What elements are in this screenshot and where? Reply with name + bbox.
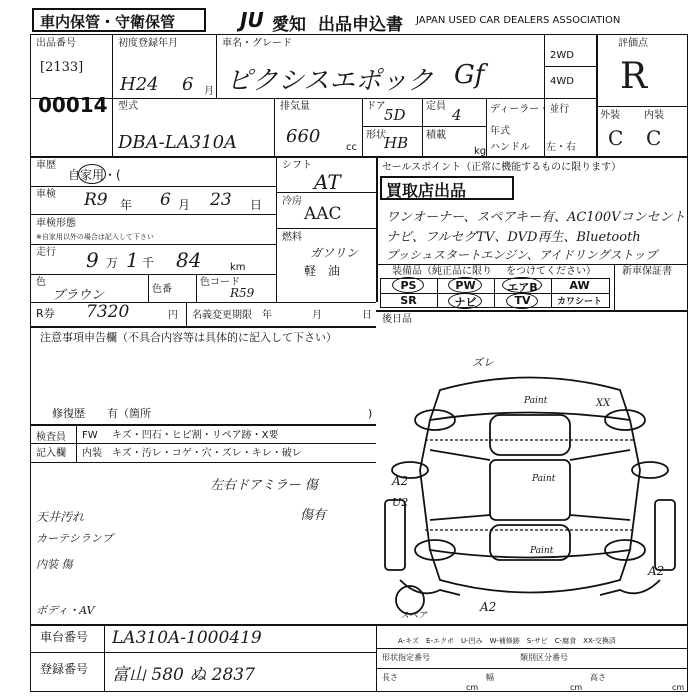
inspector-label: 検査員 xyxy=(36,432,66,443)
diag-a2-bottom: A2 xyxy=(480,600,497,614)
kg-unit: kg xyxy=(474,146,487,157)
brand-name: 愛知 xyxy=(272,15,306,35)
interior-damage-opts: キズ・汚レ・コゲ・穴・ズレ・キレ・破レ xyxy=(112,448,302,459)
year-model-label: 年式 xyxy=(490,126,510,137)
cm-unit-2: cm xyxy=(570,683,583,692)
type-label: 型式 xyxy=(118,101,138,112)
mileage-man-unit: 万 xyxy=(106,256,119,270)
yen-unit: 円 xyxy=(168,310,178,321)
eq-tv-circle xyxy=(506,293,538,309)
color-label: 色 xyxy=(36,277,46,288)
length-label: 長さ xyxy=(382,673,398,682)
doors-label: ドア xyxy=(366,101,386,112)
eq-pw: PW xyxy=(455,279,476,292)
mileage-rest: 84 xyxy=(176,248,202,272)
storage-stamp: 車内保管・守衛保管 xyxy=(40,13,176,31)
lot-small: [2133] xyxy=(40,60,84,75)
note-4: カーテシランプ xyxy=(36,532,113,545)
mileage-sen-unit: 千 xyxy=(142,256,155,270)
inspection-day-unit: 日 xyxy=(250,198,263,212)
inspection-note: ※自家用以外の場合は記入して下さい xyxy=(36,233,154,241)
cooling-value: AAC xyxy=(304,204,342,224)
reg-month: 6 xyxy=(182,74,194,95)
first-reg-label: 初度登録年月 xyxy=(118,38,178,49)
shift-value: AT xyxy=(314,170,341,194)
color-code-label: 色コード xyxy=(200,277,240,288)
repair-history-label: 修復歴 有（箇所 xyxy=(52,407,151,420)
lot-number: 00014 xyxy=(38,93,108,117)
2wd-label: 2WD xyxy=(550,50,574,61)
history-label: 車歴 xyxy=(36,160,56,171)
height-label: 高さ xyxy=(590,673,606,682)
r-ken-label: R券 xyxy=(36,307,55,320)
inspection-day: 23 xyxy=(210,190,232,210)
mileage-sen: 1 xyxy=(126,248,139,272)
damage-legend: A-キズ E-エクボ U-凹み W-補修跡 S-サビ C-腐食 XX-交換済 xyxy=(398,637,616,645)
eq-ps: PS xyxy=(400,279,417,292)
reg-year: H24 xyxy=(120,74,159,95)
equipment-label-2: をつけてください） xyxy=(506,266,596,277)
eq-navi-circle xyxy=(448,293,482,309)
width-label: 幅 xyxy=(486,673,494,682)
eq-ps-circle xyxy=(392,277,424,293)
mileage-label: 走行 xyxy=(36,247,56,258)
note-1: 左右ドアミラー 傷 xyxy=(210,478,318,493)
note-6: ボディ・AV xyxy=(36,604,95,617)
exterior-damage-opts: キズ・凹石・ヒビ割・リペア跡・X要 xyxy=(112,430,279,441)
cooling-label: 冷房 xyxy=(282,196,302,207)
inspection-year-unit: 年 xyxy=(120,198,133,212)
interior-label: 内装 xyxy=(644,110,664,121)
category-no-label: 類別区分番号 xyxy=(520,653,568,662)
inspection-year: R9 xyxy=(84,190,108,210)
repair-close: ) xyxy=(368,407,373,420)
km-unit: km xyxy=(230,262,246,273)
shift-label: シフト xyxy=(282,160,312,171)
rating-label: 評価点 xyxy=(618,38,648,49)
note-3: 傷有 xyxy=(300,508,327,523)
diag-paint-2: Paint xyxy=(532,474,556,484)
eq-sr: SR xyxy=(400,294,417,307)
capacity-value: 4 xyxy=(452,106,462,124)
exterior-label: 外装 xyxy=(600,110,620,121)
diag-paint-3: Paint xyxy=(530,546,554,556)
reg-no-label: 登録番号 xyxy=(40,662,89,676)
size-format-label: 形状指定番号 xyxy=(382,653,430,662)
interior-label-2: 内装 xyxy=(82,448,102,459)
load-label: 積載 xyxy=(426,130,446,141)
model-name-label: 車名・グレード xyxy=(222,38,292,49)
diesel-label: 軽 油 xyxy=(304,264,341,278)
fw-label: FW xyxy=(82,430,98,441)
4wd-label: 4WD xyxy=(550,76,574,87)
diag-a2-left: A2 xyxy=(392,474,409,488)
sales-line-2: ナビ、フルセグTV、DVD再生、Bluetooth xyxy=(386,230,641,245)
diag-zure: ズレ xyxy=(472,356,494,369)
mileage-man: 9 xyxy=(86,248,99,272)
chassis-no-value: LA310A-1000419 xyxy=(112,628,262,648)
cc-unit: cc xyxy=(346,142,357,153)
inspection-form-label: 車検形態 xyxy=(36,218,76,229)
grade: Gf xyxy=(454,60,485,90)
eq-ac: エアB xyxy=(507,281,538,294)
inspection-label: 車検 xyxy=(36,189,56,200)
sales-points-label: セールスポイント（正常に機能するものに限ります） xyxy=(382,162,622,173)
eq-pw-circle xyxy=(448,277,482,293)
reg-month-unit: 月 xyxy=(204,86,214,97)
ju-logo: JU xyxy=(240,8,264,32)
private-use-circle xyxy=(78,164,106,184)
chassis-no-label: 車台番号 xyxy=(40,630,89,644)
displacement-label: 排気量 xyxy=(280,101,310,112)
eq-tv: TV xyxy=(514,294,531,307)
eq-navi: ナビ xyxy=(454,296,477,309)
name-change-label: 名義変更期限 xyxy=(192,310,252,321)
rating-value: R xyxy=(620,56,648,97)
eq-seat: カワシート xyxy=(556,297,602,307)
diag-a2-right: A2 xyxy=(648,564,665,578)
model-name: ピクシスエポック xyxy=(226,66,434,96)
cm-unit-3: cm xyxy=(672,683,685,692)
notes-label: 注意事項申告欄（不具合内容等は具体的に記入して下さい） xyxy=(40,331,337,344)
r-ken-value: 7320 xyxy=(86,302,130,322)
color-code-value: R59 xyxy=(230,286,255,300)
name-change-ymd: 年 月 日 xyxy=(262,310,372,321)
diag-u2: U2 xyxy=(392,496,409,509)
inspection-month: 6 xyxy=(160,190,171,210)
note-5: 内装 傷 xyxy=(36,558,73,571)
rear-label: 後日品 xyxy=(382,314,412,325)
diag-paint-1: Paint xyxy=(524,396,548,406)
shape-label: 形状 xyxy=(366,130,386,141)
capacity-label: 定員 xyxy=(426,101,446,112)
note-2: 天井汚れ xyxy=(36,510,85,524)
model-type: DBA-LA310A xyxy=(118,132,238,153)
eq-aw: AW xyxy=(569,279,590,292)
interior-grade: C xyxy=(646,126,662,150)
dealer-label: ディーラー・並行 xyxy=(490,104,570,115)
color-no-label: 色番 xyxy=(152,284,172,295)
association-name: JAPAN USED CAR DEALERS ASSOCIATION xyxy=(416,15,621,26)
kaitori-label: 買取店出品 xyxy=(386,181,467,200)
shape-value: HB xyxy=(384,134,409,152)
fuel-label: 燃料 xyxy=(282,232,302,243)
history-options: 自家用・( xyxy=(68,168,121,182)
car-damage-diagram xyxy=(380,350,680,620)
eq-ac-circle xyxy=(502,277,542,293)
diag-spare: スペア xyxy=(400,611,428,621)
sales-line-3: プッシュスタートエンジン、アイドリングストップ xyxy=(386,248,658,262)
handle-label: ハンドル xyxy=(490,142,530,153)
entry-label: 記入欄 xyxy=(36,448,66,459)
new-warranty-label: 新車保証書 xyxy=(622,266,672,277)
doors-value: 5D xyxy=(384,106,406,124)
sales-line-1: ワンオーナー、スペアキー有、AC100Vコンセント xyxy=(386,210,686,225)
lot-no-label: 出品番号 xyxy=(36,38,76,49)
equipment-label: 装備品（純正品に限り xyxy=(392,266,492,277)
inspection-month-unit: 月 xyxy=(178,198,191,212)
exterior-grade: C xyxy=(608,126,624,150)
handle-options: 左・右 xyxy=(546,142,576,153)
diag-xx: XX xyxy=(596,398,611,409)
color-value: ブラウン xyxy=(52,288,105,303)
displacement-value: 660 xyxy=(286,126,321,147)
fuel-value: ガソリン xyxy=(310,246,359,260)
reg-no-value: 富山 580 ぬ 2837 xyxy=(112,665,255,685)
form-title: 出品申込書 xyxy=(318,15,403,35)
cm-unit-1: cm xyxy=(466,683,479,692)
